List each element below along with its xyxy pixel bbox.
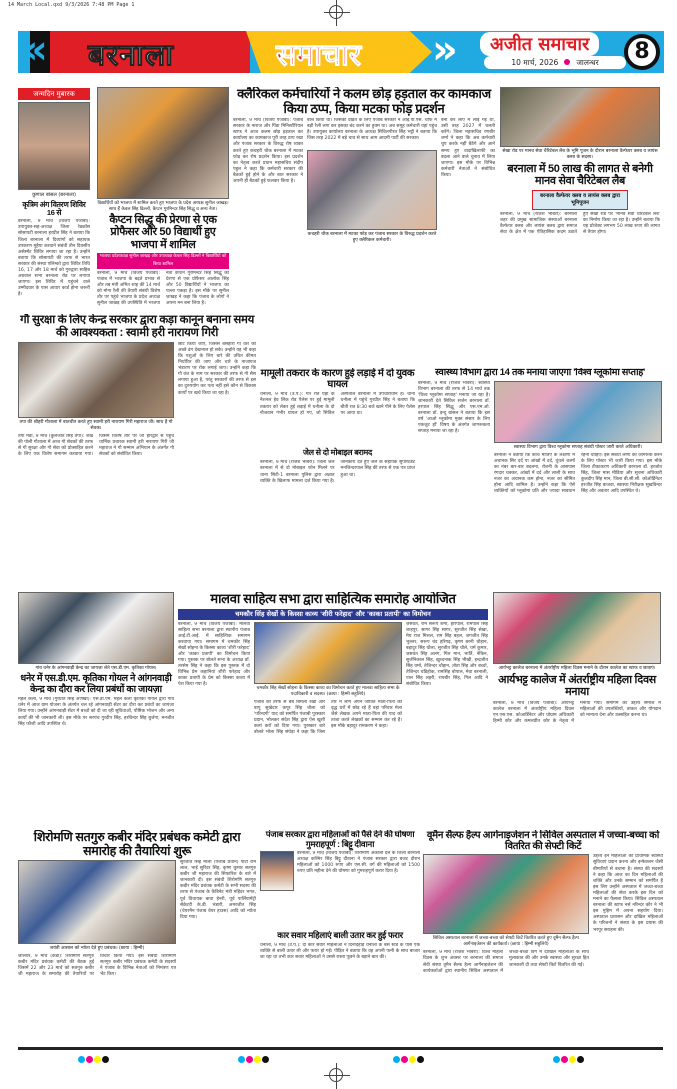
section-subtitle: समाचार [276,38,362,73]
malwa-middle [254,622,402,798]
kabir-photo-caption: जयंती आसाल को न्योता देते हुए प्रबंधक। (छाया : हिम्मी) [49,946,145,951]
headline-krishi: कृत्रिम अंग वितरण शिविर 16 से [22,199,86,217]
page-number: 8 [624,34,660,70]
kabir-row [18,860,256,1044]
kabir-photo [18,860,176,944]
story-body-clerical-3: बना कर लाए में लाई गई थी, उसी तरह 2027 में चलती करेंगे। जिला महासचिव रणबीर शर्मा ने कहा कि अब कर्मचारी चुप करके नहीं बैठेंगे और आने समय हुए वादाखिलाफी का बदला आने वाले चुनाव में लिया जाएगा। इस मौके पर विभिन्न कर्मचारी नेताओं ने संबोधित किया। [441,118,495,178]
glaucoma-row [418,381,662,556]
print-slug: 14 March Local.qxd 9/3/2026 7:48 PM Page 1 [8,2,135,8]
story-body-gau: तपा मंडी, 9 मार्च (कुलजीत सिंह तपा): शेख की पोली गौशाला में आज गौ सेवकों की तरफ से गौ सुरक्षा और गौ सेवा को प्रोत्साहित करने के लिए एक विशेष समागम करवाया गया। जिसमें विशेष तौर पर जो हरिद्वार से पहुंचे धार्मिक प्रचारक स्वामी हरी नारायण गिरी जी महाराज ने गौ सम्मान अभियान के अंतर्गत गौ सेवकों को संबोधित किया। [18,433,174,458]
issue-date: 10 मार्च, 2026 [511,58,559,67]
story-body-bittu-text: बरनाला, 9 मार्च (विजय पंजाबी): शिरोमणि अकाली दल के जिला बरनाला अध्यक्ष कश्मिर सिंह बिट्टू दीवाना ने पंजाब सरकार द्वारा बजट दौरान महिलाओं को 1000 रुपए और एस.सी. वर्ग की महिलाओं को 1500 रुपए प्रति महीना देने की घोषणा को गुमराहपूर्ण करार दिया है। [297,851,420,875]
story-body-jail: बरनाला, 9 मार्च (राजेश भांबरी): जिला जेल बरनाला में से दो मोबाइल फोन मिलने पर थाना सिटी-1 बरनाला पुलिस द्वारा अज्ञात व्यक्ति के खिलाफ मामला दर्ज किया गया है। जानकारी देते हुए जेल के सहायक सुपरिंटेंडेंट मनजिन्दरपाल सिंह की तरफ से एक पत्र प्राप्त हुआ था। [260,460,415,484]
clerical-columns [233,118,495,312]
headline-gau: गौ सुरक्षा के लिए केन्द्र सरकार द्वारा कड़ा कानून बनाना समय की आवश्यकता : स्वामी हरी नारायण गिरी [20,314,254,339]
story-body-car: धनौला, 9 मार्च (उ.प.): दो कार सवार महिलाओं ने दिनदिहाड़े धनौला के बस स्टैंड के पास एक व्यक्ति से बाली उतार ली और फरार हो गईं। पीड़ित ने बताया कि वह अपनी पत्नी के साथ बाजार जा रहा था तभी कार सवार महिलाओं ने उससे रास्ता पूछने के बहाने बात की। [260,942,420,960]
headline-bjp: कैप्टन सिद्धू की प्रेरणा से एक प्रोफैसर और 50 विद्यार्थी हुए भाजपा में शामिल [109,214,217,251]
story-kabir [18,830,256,1044]
headline-jail: जेल से दो मोबाइल बरामद [303,448,372,458]
woman-row [423,854,663,1044]
color-bar-2 [238,1056,269,1063]
gau-photo [18,342,174,418]
story-bjp [97,87,229,312]
malwa-row [178,622,488,798]
story-body-woman-self-help-2: उद्देश्य इन महिलाओं को प्राथमिक स्वास्थ्य सुविधाएं प्रदान करना और इन्फेक्शन जैसी बीमारियों से बचाना है। संस्था की सदस्यों ने कहा कि आज का दिन महिलाओं की शक्ति और उनके सम्मान को समर्पित है इस लिए उन्होंने अस्पताल में जच्चा-बच्चा महिलाओं की सेवा करके इस दिन को मनाने का फैसला किया। सिविल अस्पताल बरनाला की स्टाफ नर्स नरिन्दर कौर ने भी इस मुहिम में अपना सहयोग दिया। अस्पताल प्रशासन और दाखिल महिलाओं के परिजनों ने संस्था के इस प्रयास की भरपूर सराहना की। [593,854,663,933]
malwa-photo [254,622,402,684]
bjp-subhead: भाजपा प्रदेशाध्यक्ष सुनील जाखड़ और उपाध्यक्ष केवल सिंह ढिल्लों ने विद्यार्थियों को किया शामिल [97,253,229,269]
story-woman-self-help [423,830,663,1044]
section-title: बरनाला [88,38,174,73]
clerical-middle [307,118,437,312]
color-bar-3 [393,1056,424,1063]
story-body-glaucoma: बरनाला, 9 मार्च (राजेश भांबरी): स्वास्थ्य विभाग बरनाला की तरफ से 14 मार्च तक 'विश्व ग्लूकोमा सप्ताह' मनाया जा रहा है। जानकारी देते सिविल सर्जन बरनाला डॉ. हरपाल सिंह सिद्धू और एस.एम.ओ. बरनाला डॉ. इन्दु बांसल ने बताया कि इस वर्ष 'आओ ग्लूकोमा मुक्त संसार के लिए एकजुट हों' विषय के अंतर्गत जागरूकता सप्ताह मनाया जा रहा है। [418,380,490,435]
gau-photo-block [18,342,174,556]
registration-mark-bottom [329,1068,343,1082]
headline-lab: बरनाला में 50 लाख की लागत से बनेगी मानव सेवा चैरिटेबल लैब [507,163,653,188]
malwa-subhead: चमकौर सिंह सेखों के किस्सा काव्य 'शीरी फरेहाद' और 'काका प्रतापी' का विमोचन [178,609,488,620]
glaucoma-photo-caption: स्वास्थ्य विभाग द्वारा विश्व ग्लूकोमा सप्ताह संबंधी पोस्टर जारी करते अधिकारी। [513,444,643,450]
story-body-malwa: बरनाला, 9 मार्च (विजय पंजाबी): मालवा साहित्य सभा बरनाला द्वारा स्थानीय पंजाब आई.टी.आई. में साहित्यिक समागम करवाया गया। समागम में चमकौर सिंह सेखों सोहना के किस्सा काव्य 'शीरी फरेहाद' और 'काका प्रतापी' का विमोचन किया गया। पुस्तक पर बोलते सभा के अध्यक्ष डॉ. तरसेम सिंह ने कहा कि इस पुस्तक में दो विभिन्न प्रेम कहानियां शीरी फरेहाद और काका प्रतापी के प्रेम को किस्सा काव्य में पेश किया गया है। [178,621,250,688]
story-malwa [178,592,488,798]
gau-photo-caption: तपा की श्रीहरी गौशाला में बातचीत करते हुए स्वामी हरी नारायण गिरी महाराज जी। साथ हैं गौ सेवक। [19,419,173,431]
registration-mark-top [329,5,343,19]
story-aryabhatt [493,592,661,798]
woman-self-help-photo [423,854,589,934]
gau-top-row [18,342,256,556]
clerical-photo [307,150,437,230]
headline-bittu: पंजाब सरकार द्वारा महिलाओं को पैसे देने की घोषणा गुमराहपूर्ण : बिट्टू दीवाना [265,830,415,849]
story-body-glaucoma-2: बरनाला ने बताया कि कांचे मोतिए के लक्षणों में अचानक सिर दर्द या आंखों में दर्द, धुंधले चश्मों का नंबर बार-बार बदलना, रोशनी के आसपास रंगदार चक्कर, आंखों में दर्द और लाली के साथ नजर का अचानक कम होना, नजर का सीमित होना आदि शामिल है। उन्होंने कहा कि ऐसे व्यक्तियों को ग्लूकोमा प्रति और ज्यादा सावधान रहना चाहिए। इस संबंधी लोगों को जागरूक करने के लिए पोस्टर भी जारी किया गया। इस मौके जिला टीकाकरण अधिकारी बरनाला डॉ. हरजोत सिंह, जिला मास मीडिया और सूचना अधिकारी कुलदीप सिंह मान, जिला बी.सी.सी. कोऑर्डिनेटर हरजीत सिंह बाजवा, स्वास्थ्य निरीक्षक सुखविन्दर सिंह और अवतार आदि उपस्थित थे। [494,452,662,495]
aryabhatt-photo-caption: आर्यभट्ट कालेज बरनाला में अंतर्राष्ट्रीय महिला दिवस मनाने के दौरान कालेज का स्टाफ व छात्राएं। [498,666,656,671]
headline-car: कार सवार महिलाएं बाली उतार कर हुई फरार [277,930,403,941]
woman-self-help-photo-caption: सिविल अस्पताल बरनाला में जच्चा-बच्चा को सेफ्टी किटें वितरित करते हुए वूमैन सैल्फ हैल्प आर्गेनाइजेशन की कार्यकर्ता। (छाया : हिम्मी सहुलिये) [432,936,579,948]
story-ladai [260,368,415,556]
story-body-lab: बरनाला, 9 मार्च (राजेश भांबरी): बरनाला शहर की प्रमुख सामाजिक संस्थाओं बरनाला वैल्फेयर क्लब और लायंस क्लब द्वारा समाज सेवा के क्षेत्र में एक ऐतिहासिक कदम उठाते हुए सेखा रोड पर 'मानव सेवा चैरिटेबल लैब' का निर्माण किया जा रहा है। उन्होंने बताया कि यह प्रोजेक्ट लगभग 50 लाख रुपए की लागत से तैयार होगा। [500,211,660,235]
bittu-photo [260,851,294,891]
left-column-top [18,88,90,312]
dot-icon [564,59,570,65]
story-body-clerical: बरनाला, 9 मार्च (विजय पंजाबी): पंजाब सरकार के नाराज और पिंडा मिनिस्टीरियल स्टाफ ने आज कलम छोड़ हड़ताल कर कार्यालय का कामकाज पूरी तरह ठप्प रखा और पंजाब सरकार के विरुद्ध रोष व्यक्त करते हुए कचहरी चौक बरनाला में मटका फोड़ कर रोष प्रदर्शन किया। इस प्रदर्शन का नेतृत्व करते प्रधान महासचिव संदीप पहुल ने कहा कि कर्मचारी सरकार की बैठकों हुई होने के और बात सरकार ने अपनी ही बैठकों हुई फलवार किया है। [233,118,303,185]
masthead [18,31,664,73]
birthday-photo [18,102,90,190]
date-line [484,56,626,69]
color-bar-1 [78,1056,109,1063]
color-bar-4 [553,1056,584,1063]
story-body-malwa-2: पंजाब को तरफ से बेबे बिमला रेखी और बापू सुखेदार कपूर सिंह चौला को 'परिन्दगी' याद को समर्पित पंजाबी पुरस्कार प्रदान, भोलकर संदेश सिंह द्वारा ऐस खुशी कलां करों को दिया गया। पुरस्कार बारे बोलते भोला सिंह संघेड़ा ने कहा कि जिस तौर में लोग अपने जीवित माता-पिता को वृद्ध घरों में छोड़ रहे हैं वहां परिवार मेला जैसे लेखक अपने माता-पिता की याद को ताजा करते लेखकों का सम्मान कर रहे हैं। इस मौके बहादुर रामकरण ने कहा। [254,699,402,736]
left-chevron-icon: « [22,31,48,73]
story-body-woman-self-help: बरनाला, 9 मार्च (राजेश भांबरी): विश्व महिला दिवस के शुभ अवसर पर बरनाला की समाज सेवी संस्था वूमैन सैल्फ हैल्प आर्गेनाइजेशन की कार्यकर्ताओं द्वारा स्थानीय सिविल अस्पताल में जच्चा-बच्चा विंग में दाखिल महिलाओं के साथ मुलाकात की और उनके स्वास्थ्य और सुरक्षा हित जानकारी दी तथा सेफ्टी किटें वितरित की गईं। [423,950,589,974]
story-body-kritika: महल कलां, 9 मार्च (गुरप्रीत सिंह अणखी): एस.डी.एम. महल कलां कृतिका गोयल द्वारा गांव धनेर में आज ग्राम योजना के अंतर्गत चल रहे आंगनवाड़ी सेंटर का दौरा कर प्रबंधों का जायज़ा लिया गया। उन्होंने आंगनवाड़ी सेंटर में बच्चों को दी जा रही सुविधाओं, पौष्टिक भोजन और अन्य कार्यों की भी जानकारी ली। इस मौके पर सरपंच गुरदीप सिंह, हरविन्दर सिंह बुर्जगा, मनजीत सिंह फौजी आदि उपस्थित थे। [18,697,174,727]
birthday-label: जन्मदिन मुबारक [18,88,90,100]
clerical-photo-caption: कचहरी चौक बरनाला में मटका फोड़ कर पंजाब सरकार के विरुद्ध प्रदर्शन करते हुए क्लैरिकल कर्मचारी। [307,232,437,244]
story-body-bittu [260,851,420,929]
story-kritika [18,592,174,798]
story-bittu [260,830,420,1044]
headline-clerical: क्लैरिकल कर्मचारियों ने कलम छोड़ हड़ताल कर कामकाज किया ठप्प, किया मटका फोड़ प्रदर्शन [237,87,491,116]
story-gau [18,314,256,556]
story-body-ladai: धनौला, 9 मार्च (उ.प.): गत रात यहां के नैशनल हेव लिंक रोड पैलेस पर हुई मामूली तकरार को लेकर हुई लड़ाई में धनौला के दो नौजवान गंभीर घायल हो गए, जो सिविल अस्पताल बरनाला में उपचाराधीन हैं। थाना धनौला में पहुंचे गुरप्रीत सिंह ने बताया कि बीती रात 8:30 बजे खाने पीने के लिए पैलेस पर आया था। [260,392,415,416]
story-body-malwa-3: जसवंत, राम सरूप शर्मा, हरिपाल, रामपाल सिंह शाहपुर, सागर सिंह सागर, सुरजीत सिंह सेखा, मेघ राज मित्तल, राम सिंह बहल, जगजीत सिंह भुल्लर, सरूप चंद हरिगढ़, कृष्ण बरनी चौहान, बहादुर सिंह धौला, सुरजीत सिंह चौले, धर्म कुमार, जसवंत सिंह अलग, गिल मान, भार्ति, नेकिन, सुर्जनिकाल सिंह, खुश्दनाक सिंह भीखी, इन्द्रजीत सिंह वर्मा, तेजिन्दर चौहान, तोता सिंह और बच्चों, तेजिन्दर चंडिहोक, रामसिंह बोपाल, मेवा बरनाली, पाल सिंह लहरी, रायबीर सिंह, गिल आदि ने संबोधित किया। [406,621,488,688]
glaucoma-photo [494,381,662,443]
story-body-kabir-side: सुरजीत सिंह मौली (पंजाब प्रधान) पार्टी राम लाल, भाई सुरिंदर सिंह, कृष्ण कुमार सतगुरु कबीर जी महाराज की सिफारिश के बारे में जानकारी दी। इस संबंधी शिरोमणि सतगुरु कबीर मंदिर प्रबंधक कमेटी के सभी सदस्य की तरफ से पंजाब के कैबिनेट मंत्री महिंदर भगत, पूर्व विधायक बावा हेनरी, पूर्व पार्लियामेंट्री सेक्रेटरी के.डी. भंडारी, अमरजीत सिंह (चेयरमैन पंजाब वेयर हाउस) आदि को न्योता दिया गया। [180,860,256,920]
kritika-photo-caption: गांव धनेर के आंगनवाड़ी केन्द्र का जायज़ा लेते एस.डी.एम. कृतिका गोयल। [35,666,157,671]
story-body-gau-2: छांट किया जाए, जिससे बेसहारा गौ वंश को अच्छे ढंग देखभाल हो सके। उन्होंने यह भी कहा कि पशुओं के लिए चारे की उचित कीमत निर्धारित की जाए और चारे के नाजायज भंडारण पर रोक लगाई जाए। उन्होंने कहा कि गौ वंश के नाम पर सरकार की तरफ से गौ सैस लगाया हुआ है, परंतु सरकारों की तरफ से इस का दुरुपयोग कर पता नहीं इसे कौन से विकास कार्यों पर खर्च किया जा रहा है। [178,341,256,396]
lab-callout: बरनाला वैल्फेयर क्लब व लायंस क्लब द्वारा भूमिपूजन [532,190,628,210]
bottom-rule [18,1047,663,1050]
kritika-photo [18,592,174,664]
woman-left [423,854,589,1044]
aryabhatt-photo [493,592,661,664]
story-glaucoma [418,368,662,556]
glaucoma-right [494,381,662,556]
bjp-photo-caption: विद्यार्थियों को भाजपा में शामिल करते हुए भाजपा के प्रदेश अध्यक्ष सुनील जाखड़। साथ हैं केवल सिंह ढिल्लों, कैप्टन गुरमिन्दर सिंह सिद्धू व अन्य नेता। [97,201,229,212]
malwa-photo-caption: चमकौर सिंह सेखों सोहना के किस्सा काव्य का विमोचन करते हुए मालवा साहित्य सभा के पदाधिकारी व सदस्य। (छाया : हिम्मी सहुलिये) [256,685,400,697]
lab-photo-caption: सेखा रोड पर मानव सेवा चैरिटेबल लैब के भूमि पूजन के दौरान बरनाला वैल्फेयर क्लब व लायंस क्लब के सदस्य। [502,149,658,160]
paper-name: अजीत समाचार [480,32,599,56]
right-chevron-icon: » [432,31,458,73]
headline-woman-self-help: वूमैन सैल्फ हैल्प आर्गेनाइजेशन ने सिविल अस्पताल में जच्चा-बच्चा को वितरित की सेफ्टी किटें [426,830,660,853]
headline-malwa: मालवा साहित्य सभा द्वारा साहित्यिक समारोह आयोजित [210,592,456,606]
story-body-clerical-2: बात्त किया था। जिसको देखते के लिए पंजाब सरकार ने आई.पी.एस. चीफ में बड़ी रैली लगा कर इसका बंद करने का हुक्म था। अब समूह कर्मचारी यहां पहुंच है। उपायुक्त कार्यालय बरनाला के अध्यक्ष सिविलपीरत सिंह भट्टी ने बताया कि जिस तरह 2022 में बड़े चाव से साथ आम आदमी पार्टी की सरकार। [307,118,437,142]
lab-photo [500,87,660,147]
story-body-kabir: जालंधर, 9 मार्च (कैंडी): शिरोमणि सतगुरु कबीर मंदिर प्रबंधक कमेटी की बैठक हुई जिसमें 22 और 23 मार्च को सतगुरु कबीर जी महाराज के समारोह की तैयारियों पर विचार किया गया। इस संबंधी शिरोमणि सतगुरु कबीर मंदिर प्रबंधक कमेटी के सदस्यों ने पंजाब के विभिन्न नेताओं को निमंत्रण पत्र भेंट किए। [18,954,176,978]
story-body-aryabhatt: बरनाला, 9 मार्च (विजय पंजाबी): आर्यभट्ट कालेज बरनाला में अंतर्राष्ट्रीय महिला दिवस एन.एस.एस. कोआर्डिनेटर और प्रोग्राम अधिकारी हिम्मी कौर और कमलप्रीत कौर के नेतृत्व में मनाया गया। समागम का उद्देश्य समाज में महिलाओं की उपलब्धियों, ताकत और योगदान को मान्यता देना और उत्साहित करना था। [493,700,661,724]
headline-kabir: शिरोमणि सतगुरु कबीर मंदिर प्रबंधक कमेटी द्वारा समारोह की तैयारियां शुरू [33,830,241,858]
issue-city: जालन्धर [576,58,599,67]
headline-glaucoma: स्वास्थ्य विभाग द्वारा 14 तक मनाया जाएगा 'विश्व ग्लूकोमा सप्ताह' [435,368,645,378]
headline-kritika: धनेर में एस.डी.एम. कृतिका गोयल ने आंगनवाड़ी केन्द्र का दौरा कर लिया प्रबंधों का जायज़ा [20,673,172,695]
story-lab [500,87,660,312]
story-body-bjp: बरनाला, 9 मार्च (विजय पंजाबी): पंजाब में भाजपा के बढ़ते प्रभाव से और तब मंत्री अमित शाह की 14 मार्च को मोगा रैली की तैयारी संबंधी विशेष तौर पर पहुंचे भाजपा के प्रदेश अध्यक्ष सुनील जाखड़ की उपस्थिति में भाजपा नेता कैप्टन गुरमिन्दर सिंह सिद्धू की प्रेरणा से एक प्रोफैसर आलोक सिंह और 50 विद्यार्थियों ने भाजपा का पल्ला पकड़ा है। इस मौके पर सुनील जाखड़ ने कहा कि पंजाब के लोगों ने अपना मन बना लिया है। [97,270,229,307]
headline-ladai: मामूली तकरार के कारण हुई लड़ाई में दो युवक घायल [260,368,415,391]
bjp-photo [97,87,229,199]
story-body-krishi: बरनाला, 9 मार्च (विजय पंजाबी): उपायुक्त-सह-अध्यक्ष जिला रेडक्रॉस सोसायटी बरनाला हरप्रीत सिंह ने बताया कि जिला बरनाला में दिव्यांगों को सहायक उपकरण मुहैया करवाने संबंधी तीन दिवसीय असेस्मेंट शिविर लगाया जा रहा है। उन्होंने बताया कि सोसायटी की तरफ से भारत सरकार की संस्था एलिम्को द्वारा शिविर तिथि 16, 17 और 18 मार्च को गुरुद्वारा साहिब अग्रवाल सभा बरनाला रोड पर लगाया जाएगा। इस शिविर में पहुंचने वाले उम्मीदवार के पास आधार कार्ड होना जरूरी है। [18,219,90,298]
birthday-caption: कुणाल बांसल (बरनाला) [32,192,76,198]
story-clerical [233,87,495,312]
kabir-left [18,860,176,1044]
headline-aryabhatt: आर्यभट्ट कालेज में अंतर्राष्ट्रीय महिला दिवस मनाया [498,674,656,699]
